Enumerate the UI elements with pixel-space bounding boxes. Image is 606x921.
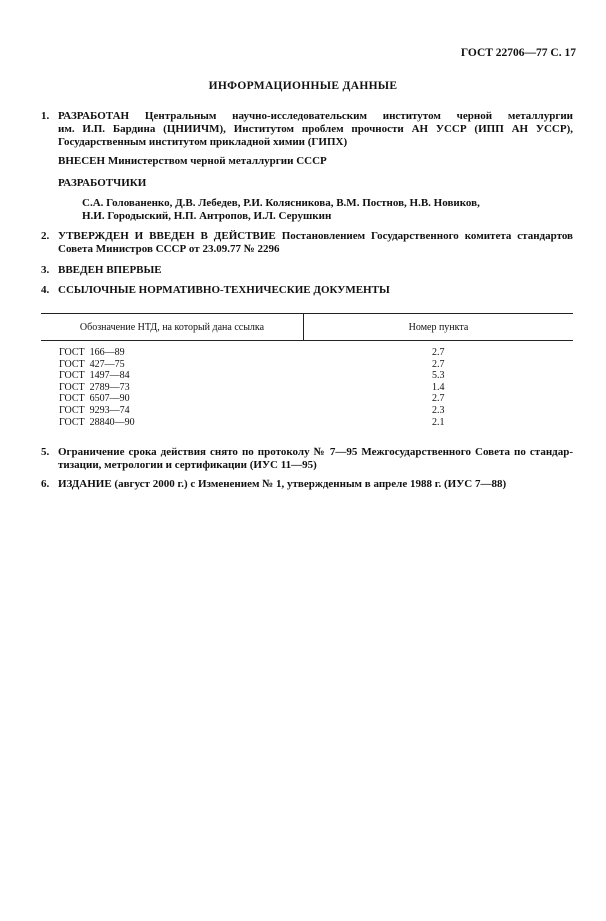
document-cell	[41, 359, 304, 371]
section-developed	[41, 110, 574, 149]
document-cell	[41, 382, 304, 394]
doc-number: 6507—90	[89, 393, 130, 405]
clause-cell: 2.7	[432, 347, 445, 358]
section-keyword: РАЗРАБОТАН	[58, 110, 130, 122]
clause-cell: 2.1	[432, 416, 445, 428]
section-keyword: РАЗРАБОТЧИКИ	[58, 177, 147, 189]
section-developers-heading	[58, 177, 573, 190]
section-line: им. И.П. Бардина (ЦНИИЧМ), Институтом проблем прочности АН УССР (ИПП АН УССР),	[58, 123, 573, 135]
section-keyword: ИЗДАНИЕ	[58, 478, 112, 490]
developers-line: С.А. Голованенко, Д.В. Лебедев, Р.И. Колясникова, В.М. Постнов, Н.В. Новиков,	[82, 197, 480, 209]
table-row	[41, 359, 573, 371]
page-title: ИНФОРМАЦИОННЫЕ ДАННЫЕ	[208, 80, 398, 92]
doc-prefix: ГОСТ	[59, 393, 85, 405]
column-header-clause: Номер пункта	[304, 314, 574, 341]
section-number: 5.	[41, 446, 50, 458]
doc-number: 1497—84	[89, 370, 130, 382]
doc-number: 166—89	[89, 347, 125, 358]
developers-line: Н.И. Городыский, Н.П. Антропов, И.Л. Серушкин	[82, 210, 332, 222]
section-line: Ограничение срока действия снято по протоколу № 7—95 Межгосударственного Совета по стандар-	[58, 446, 573, 458]
section-first-introduced	[41, 264, 573, 277]
table-header-row	[41, 314, 573, 341]
document-cell	[41, 347, 304, 359]
clause-cell: 5.3	[432, 370, 445, 382]
document-cell	[41, 370, 304, 382]
doc-number: 427—75	[89, 358, 125, 370]
doc-number: 9293—74	[89, 404, 130, 416]
doc-prefix: ГОСТ	[59, 404, 85, 416]
doc-prefix: ГОСТ	[59, 370, 85, 382]
clause-cell: 1.4	[432, 381, 445, 393]
section-number: 6.	[41, 478, 50, 490]
developers-list	[82, 197, 562, 223]
section-keyword: ССЫЛОЧНЫЕ НОРМАТИВНО-ТЕХНИЧЕСКИЕ ДОКУМЕНТЫ	[58, 284, 390, 296]
section-submitted	[58, 155, 573, 168]
section-number: 1.	[41, 110, 50, 122]
document-cell	[41, 405, 304, 417]
doc-number: 28840—90	[89, 416, 135, 428]
section-approved	[41, 230, 574, 256]
doc-prefix: ГОСТ	[59, 381, 85, 393]
section-text: Постановлением Государственного комитета стандартов	[281, 230, 574, 242]
doc-prefix: ГОСТ	[59, 347, 85, 358]
table-row	[41, 393, 573, 405]
section-line: Государственным институтом прикладной химии (ГИПХ)	[58, 136, 348, 148]
table-row	[41, 370, 573, 382]
standard-code-header: ГОСТ 22706—77 С. 17	[460, 47, 576, 59]
table-row	[41, 417, 573, 429]
section-text: (август 2000 г.) с Изменением № 1, утвержденным в апреле 1988 г. (ИУС 7—88)	[114, 478, 507, 490]
doc-number: 2789—73	[89, 381, 130, 393]
table-row	[41, 405, 573, 417]
section-text: Министерством черной металлургии СССР	[107, 155, 327, 167]
doc-prefix: ГОСТ	[59, 358, 85, 370]
section-keyword: УТВЕРЖДЕН И ВВЕДЕН В ДЕЙСТВИЕ	[58, 230, 276, 242]
section-number: 4.	[41, 284, 50, 296]
reference-table	[41, 313, 573, 428]
clause-cell: 2.7	[432, 358, 445, 370]
section-number: 3.	[41, 264, 50, 276]
section-text: Центральным научно-исследовательским институтом черной металлургии	[144, 110, 574, 122]
clause-cell: 2.3	[432, 404, 445, 416]
column-header-document: Обозначение НТД, на который дана ссылка	[41, 314, 304, 341]
doc-prefix: ГОСТ	[59, 416, 85, 428]
section-line: Совета Министров СССР от 23.09.77 № 2296	[58, 243, 280, 255]
section-line	[58, 230, 573, 243]
document-cell	[41, 417, 304, 429]
section-line	[58, 110, 573, 123]
section-line: тизации, метрологии и сертификации (ИУС 11—95)	[58, 459, 317, 471]
section-keyword: ВВЕДЕН ВПЕРВЫЕ	[58, 264, 162, 276]
section-reference-docs	[41, 284, 573, 297]
section-keyword: ВНЕСЕН	[58, 155, 106, 167]
section-validity-limit	[41, 446, 573, 472]
section-number: 2.	[41, 230, 50, 242]
table-row	[41, 347, 573, 359]
clause-cell: 2.7	[432, 393, 445, 405]
table-row	[41, 382, 573, 394]
section-edition	[41, 478, 573, 491]
document-cell	[41, 393, 304, 405]
